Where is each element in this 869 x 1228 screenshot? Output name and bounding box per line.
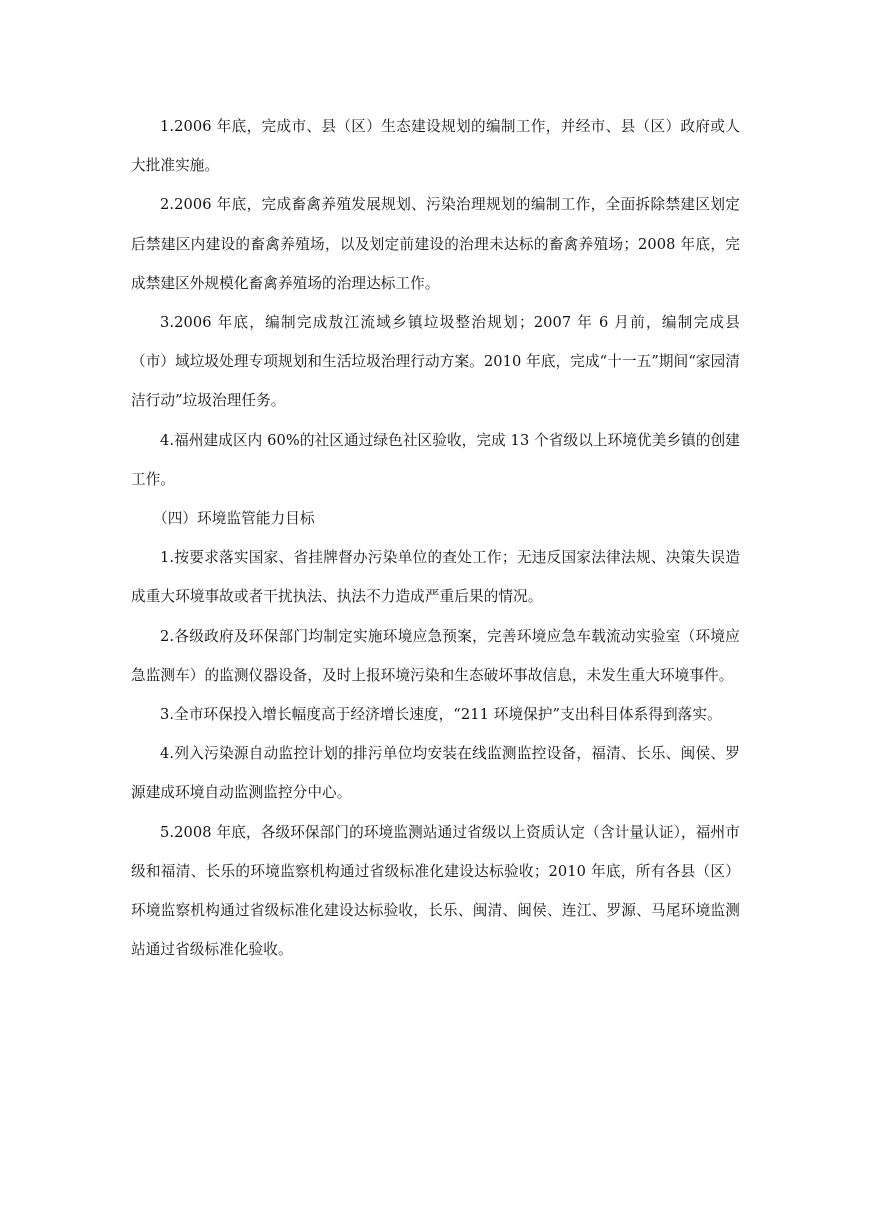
paragraph-garbage-planning: 3.2006 年底，编制完成敖江流域乡镇垃圾整治规划；2007 年 6 月前，编制完成县（市）域垃圾处理专项规划和生活垃圾治理行动方案。2010 年底，完成“十一五”期间“家园清洁行动”垃圾治理任务。 xyxy=(131,314,740,410)
paragraph-online-monitoring: 4.列入污染源自动监控计划的排污单位均安装在线监测监控设备，福清、长乐、闽侯、罗源建成环境自动监测监控分中心。 xyxy=(131,745,740,802)
paragraph-livestock-planning: 2.2006 年底，完成畜禽养殖发展规划、污染治理规划的编制工作，全面拆除禁建区划定后禁建区内建设的畜禽养殖场，以及划定前建设的治理未达标的畜禽养殖场；2008 年底，完成禁建区外规模化畜禽养殖场的治理达标工作。 xyxy=(131,196,740,292)
paragraph-emergency-plan: 2.各级政府及环保部门均制定实施环境应急预案，完善环境应急车载流动实验室（环境应急监测车）的监测仪器设备，及时上报环境污染和生态破坏事故信息，未发生重大环境事件。 xyxy=(131,627,740,684)
section-heading-supervision-capacity: （四）环境监管能力目标 xyxy=(153,510,315,528)
paragraph-qualification: 5.2008 年底，各级环保部门的环境监测站通过省级以上资质认定（含计量认证），福州市级和福清、长乐的环境监察机构通过省级标准化建设达标验收；2010 年底，所有各县（区）环境监察机构通过省级标准化建设达标验收，长乐、闽清、闽侯、连江、罗源、马尾环境监测站通过省级标准化验收。 xyxy=(131,823,740,959)
paragraph-investment: 3.全市环保投入增长幅度高于经济增长速度，“211 环境保护”支出科目体系得到落实。 xyxy=(160,706,722,724)
paragraph-enforcement: 1.按要求落实国家、省挂牌督办污染单位的查处工作；无违反国家法律法规、决策失误造成重大环境事故或者干扰执法、执法不力造成严重后果的情况。 xyxy=(131,549,740,606)
paragraph-ecological-planning: 1.2006 年底，完成市、县（区）生态建设规划的编制工作，并经市、县（区）政府或人大批准实施。 xyxy=(131,118,740,175)
paragraph-green-community: 4.福州建成区内 60%的社区通过绿色社区验收，完成 13 个省级以上环境优美乡镇的创建工作。 xyxy=(131,431,740,488)
document-body xyxy=(131,107,740,969)
